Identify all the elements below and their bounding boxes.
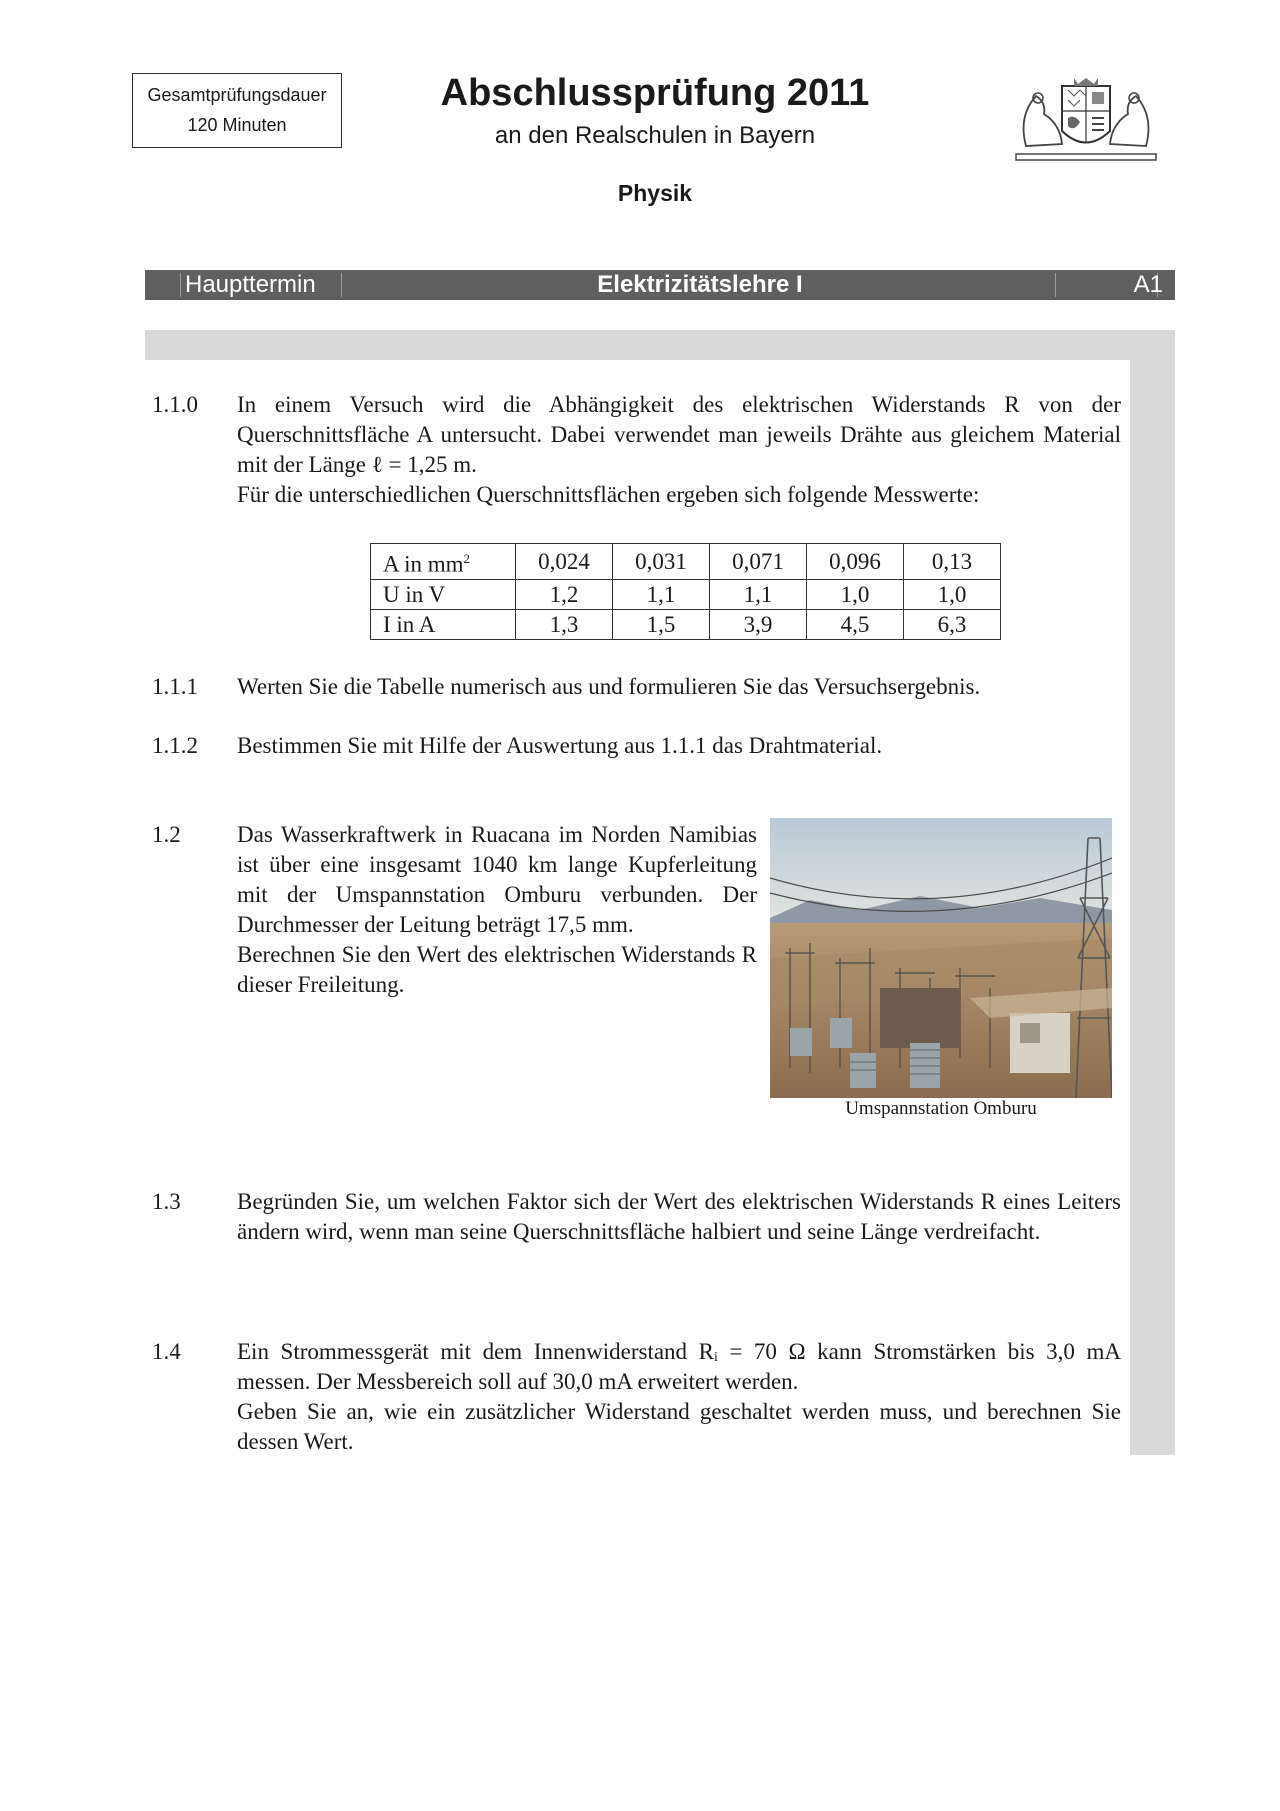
task-text: Bestimmen Sie mit Hilfe der Auswertung aus 1.1.1 das Drahtmaterial. [237,733,883,758]
table-row [371,609,1001,639]
task-text [237,390,1121,510]
section-title: Elektrizitätslehre I [597,271,803,298]
task-text [237,1337,1121,1457]
row-label: I in A [371,609,516,639]
duration-value: 120 Minuten [187,115,287,135]
task-paragraph: Für die unterschiedlichen Querschnittsflächen ergeben sich folgende Messwerte: [237,482,980,507]
section-header-bar [145,270,1175,300]
table-cell: 1,2 [516,579,613,609]
task-paragraph: Ein Strommessgerät mit dem Innenwiderstand Rᵢ = 70 Ω kann Stromstärken bis 3,0 mA messen. Der Messbereich soll auf 30,0 mA erweitert werden. [237,1339,1121,1394]
task-number: 1.1.2 [152,733,198,758]
table-cell: 0,071 [710,544,807,580]
exam-title: Abschlussprüfung 2011 [440,72,870,114]
task-text: Begründen Sie, um welchen Faktor sich der Wert des elektrischen Widerstands R eines Leiters ändern wird, wenn man seine Querschnittsfläche halbiert und seine Länge verdreifacht. [237,1189,1121,1244]
table-cell: 1,0 [807,579,904,609]
table-cell: 3,9 [710,609,807,639]
table-cell: 6,3 [904,609,1001,639]
frame-right-border [1130,330,1175,1455]
task-text [237,820,757,1000]
row-label: A in $mm^2$ [371,544,516,580]
row-label: U in V [371,579,516,609]
task-number: 1.3 [152,1189,181,1214]
table-cell: 1,3 [516,609,613,639]
task-number: 1.1.0 [152,392,198,417]
task-paragraph: In einem Versuch wird die Abhängigkeit des elektrischen Widerstands R von der Querschnittsfläche A untersucht. Dabei verwendet man jeweils Drähte aus gleichem Material mit der Länge ℓ = 1,25 m. [237,392,1121,477]
task-paragraph: Geben Sie an, wie ein zusätzlicher Widerstand geschaltet werden muss, und berechnen Sie dessen Wert. [237,1399,1121,1454]
table-cell: 0,031 [613,544,710,580]
table-cell: 1,1 [710,579,807,609]
bavarian-coat-of-arms-icon [1012,76,1160,164]
task-number: 1.1.1 [152,674,198,699]
duration-box [132,73,342,148]
table-cell: 0,13 [904,544,1001,580]
substation-photo [770,818,1112,1098]
table-cell: 1,0 [904,579,1001,609]
task-text: Werten Sie die Tabelle numerisch aus und formulieren Sie das Versuchsergebnis. [237,674,981,699]
task-paragraph: Das Wasserkraftwerk in Ruacana im Norden Namibias ist über eine insgesamt 1040 km lange Kupferleitung mit der Umspannstation Omburu verbunden. Der Durchmesser der Leitung beträgt 17,5 mm. [237,822,757,937]
table-cell: 1,5 [613,609,710,639]
exam-date-label: Haupttermin [185,271,316,298]
table-cell: 0,096 [807,544,904,580]
table-cell: 1,1 [613,579,710,609]
task-number: 1.2 [152,822,181,847]
measurement-table [370,543,1001,640]
table-row [371,579,1001,609]
frame-top-border [145,330,1175,360]
task-paragraph: Berechnen Sie den Wert des elektrischen Widerstands R dieser Freileitung. [237,942,757,997]
table-cell: 4,5 [807,609,904,639]
subject-title: Physik [617,180,693,206]
table-cell: 0,024 [516,544,613,580]
duration-label: Gesamtprüfungsdauer [147,85,327,105]
exam-subtitle: an den Realschulen in Bayern [494,122,816,149]
photo-caption: Umspannstation Omburu [845,1098,1037,1119]
task-number: 1.4 [152,1339,181,1364]
section-code: A1 [1133,271,1163,298]
table-row [371,544,1001,580]
